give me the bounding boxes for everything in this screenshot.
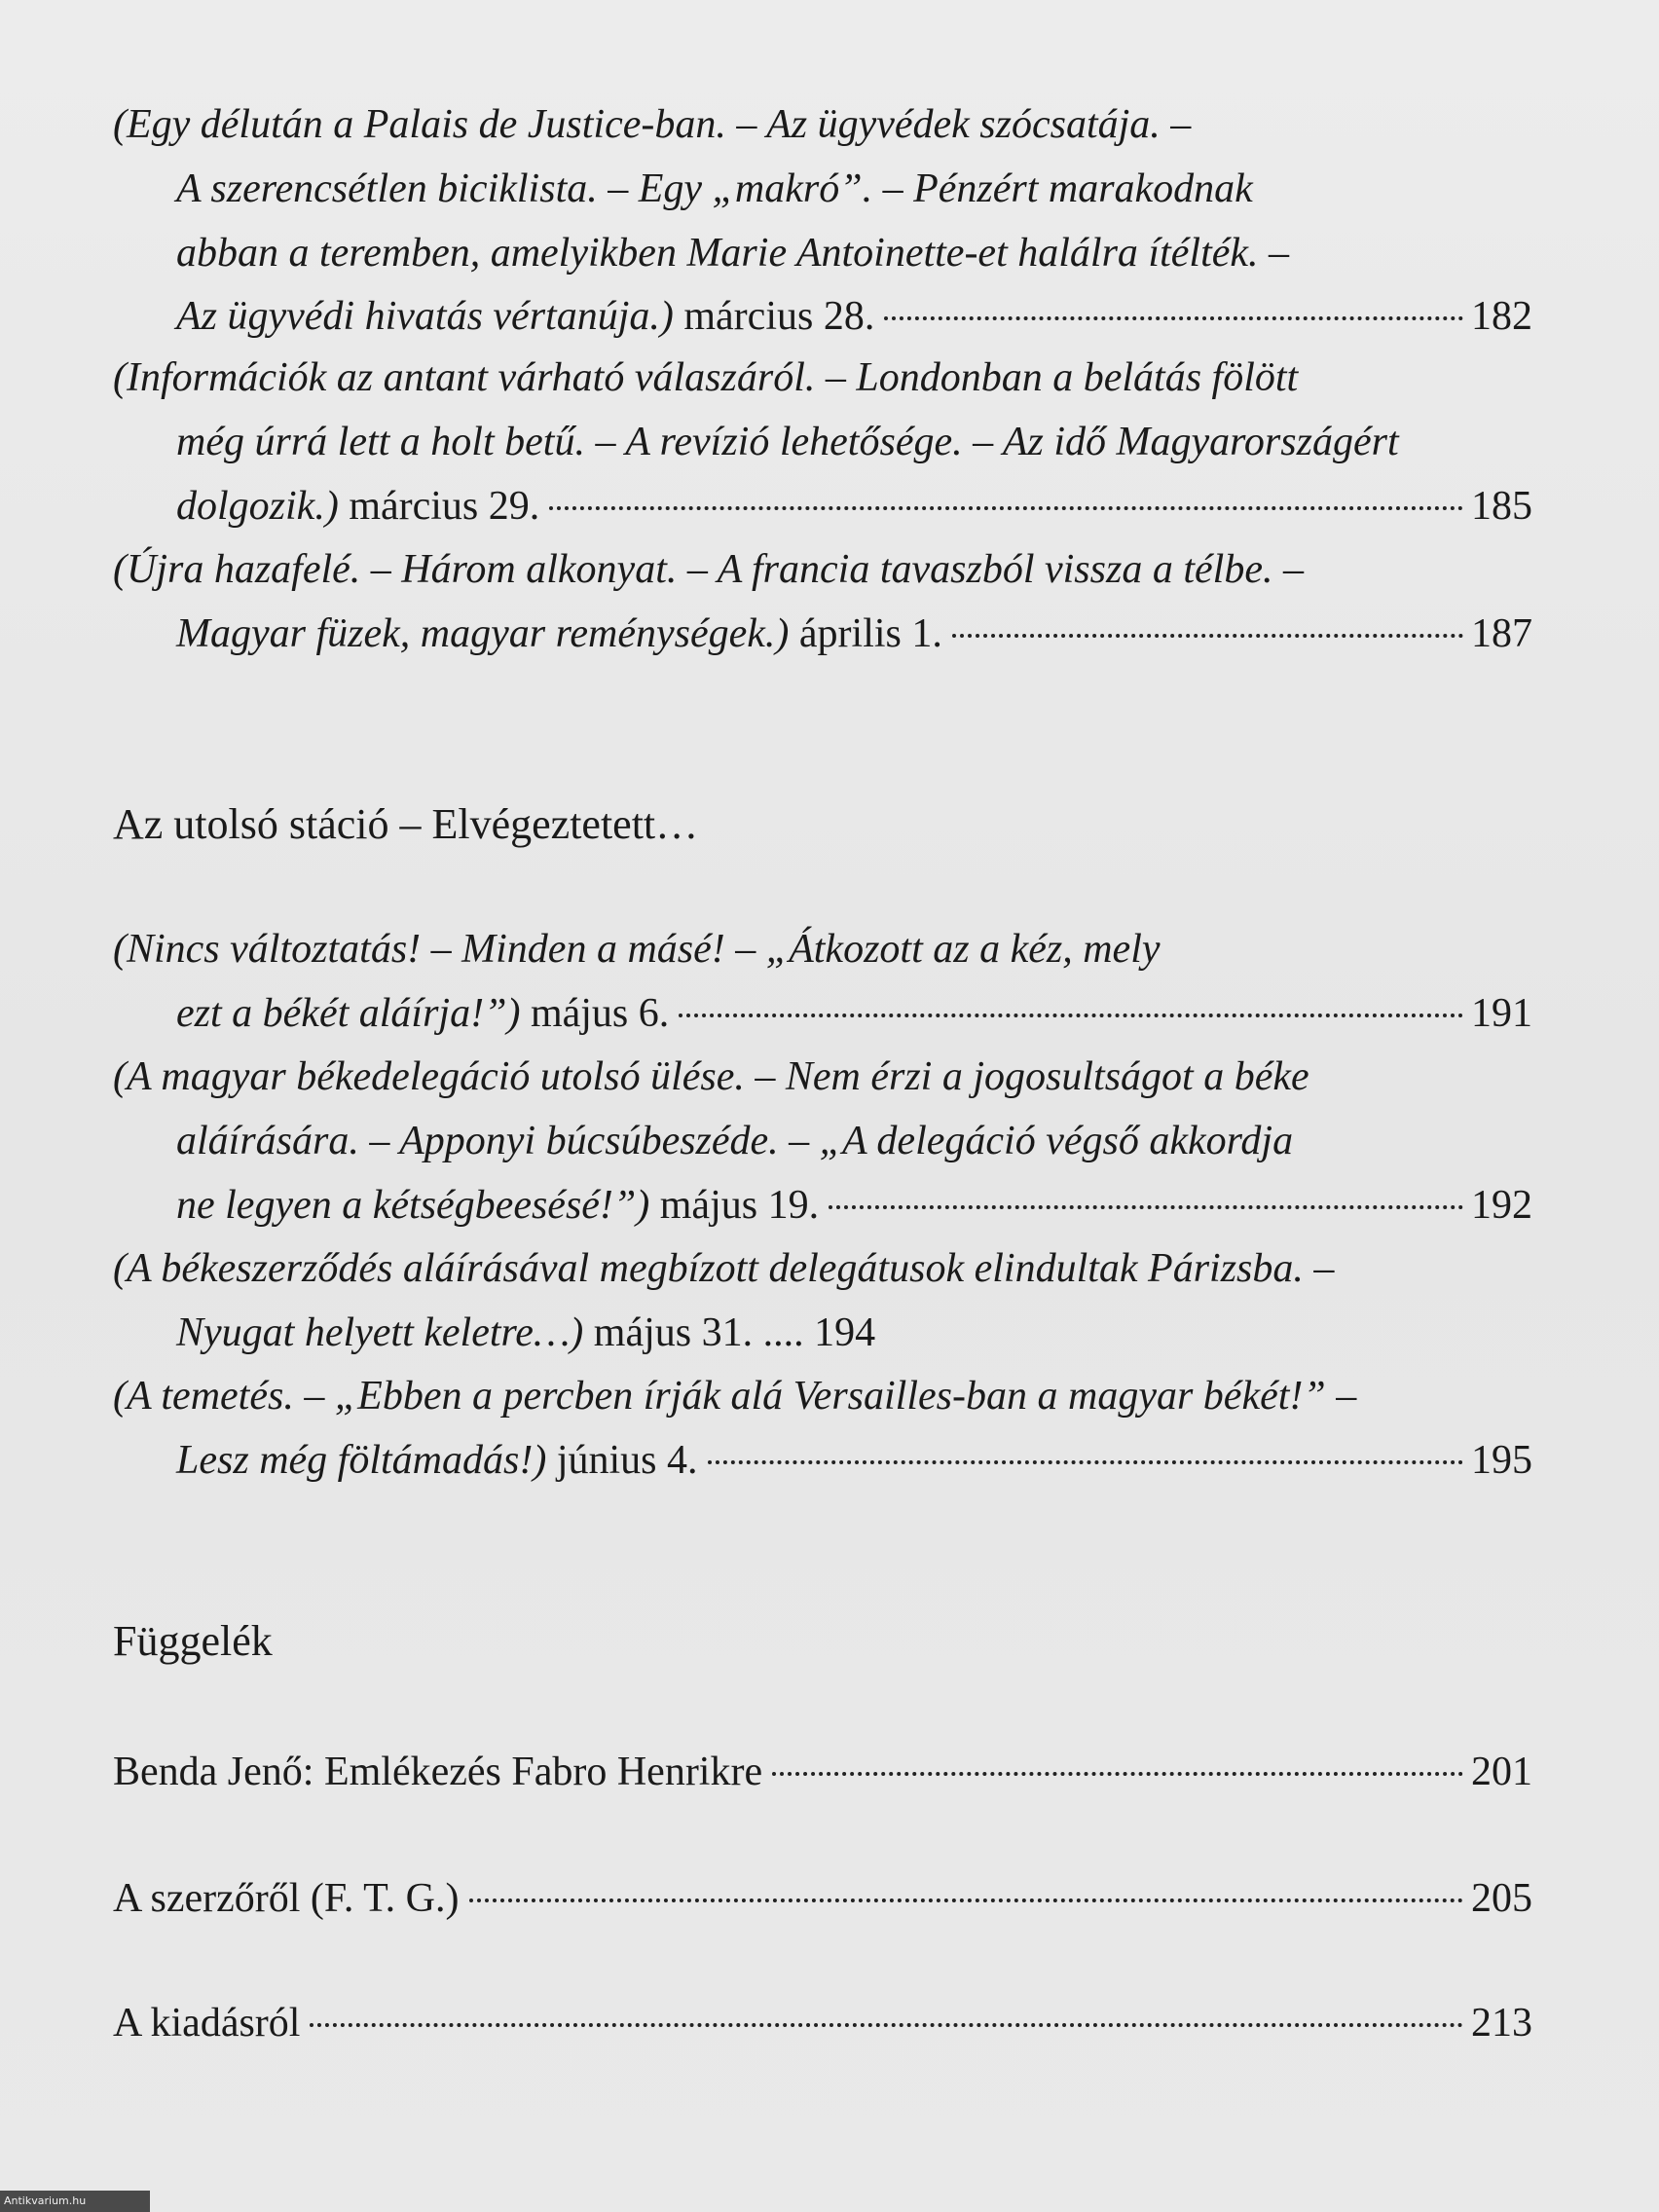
toc-entry-last-line: [176, 1306, 1532, 1360]
toc-entry-last-line: [176, 1178, 1532, 1233]
toc-entry-date: április 1.: [789, 611, 942, 656]
page-number: 195: [1471, 1438, 1532, 1483]
toc-entry-last-line: [176, 479, 1532, 534]
section-heading: Az utolsó stáció – Elvégeztetett…: [113, 800, 699, 848]
toc-entry-text: (A magyar békedelegáció utolsó ülése. – Nem érzi a jogosultságot a béke: [113, 1054, 1309, 1099]
section-heading: Függelék: [113, 1617, 273, 1665]
toc-entry-text: Magyar füzek, magyar reménységek.): [176, 611, 790, 656]
page-number: 185: [1471, 484, 1532, 529]
page-number: 205: [1471, 1876, 1532, 1921]
toc-entry-text: még úrrá lett a holt betű. – A revízió lehetősége. – Az idő Magyarországért: [176, 420, 1399, 464]
page-number: 182: [1471, 294, 1532, 339]
dot-leader: [772, 1772, 1463, 1776]
toc-entry-text: A szerencsétlen biciklista. – Egy „makró”. – Pénzért marakodnak: [176, 166, 1253, 211]
toc-entry-text: ne legyen a kétségbeesésé!”): [176, 1183, 650, 1228]
toc-entry-date: június 4.: [546, 1438, 698, 1483]
page-number: 201: [1471, 1750, 1532, 1794]
page-number: 192: [1471, 1183, 1532, 1228]
toc-entry-text: (A temetés. – „Ebben a percben írják alá Versailles-ban a magyar békét!” –: [113, 1374, 1357, 1419]
toc-entry-text: Lesz még föltámadás!): [176, 1438, 547, 1483]
dot-leader: [469, 1899, 1463, 1902]
toc-entry-date: május 31. .... 194: [583, 1310, 876, 1355]
toc-entry-text: dolgozik.): [176, 484, 339, 529]
toc-entry-date: március 29.: [338, 484, 540, 529]
toc-entry-text: Nyugat helyett keletre…): [176, 1310, 584, 1355]
toc-entry-text: (A békeszerződés aláírásával megbízott delegátusok elindultak Párizsba. –: [113, 1246, 1335, 1291]
toc-entry-date: május 19.: [649, 1183, 820, 1228]
toc-entry-last-line: [176, 1433, 1532, 1488]
toc-entry-text: ezt a békét aláírja!”): [176, 991, 521, 1036]
toc-entry-text: aláírására. – Apponyi búcsúbeszéde. – „A delegáció végső akkordja: [176, 1119, 1294, 1163]
appendix-title: A szerzőről (F. T. G.): [113, 1876, 460, 1921]
page-number: 191: [1471, 991, 1532, 1036]
toc-entry-last-line: [176, 986, 1532, 1041]
dot-leader: [708, 1460, 1463, 1464]
dot-leader: [310, 2023, 1463, 2027]
dot-leader: [829, 1205, 1463, 1209]
toc-entry-text: (Egy délután a Palais de Justice-ban. – Az ügyvédek szócsatája. –: [113, 102, 1192, 147]
toc-entry-last-line: [176, 607, 1532, 661]
appendix-title: A kiadásról: [113, 2001, 301, 2046]
toc-entry-text: (Nincs változtatás! – Minden a másé! – „Átkozott az a kéz, mely: [113, 927, 1161, 972]
page-number: 213: [1471, 2001, 1532, 2046]
toc-entry-date: március 28.: [673, 294, 875, 339]
appendix-title: Benda Jenő: Emlékezés Fabro Henrikre: [113, 1750, 763, 1794]
watermark: Antikvarium.hu: [0, 2191, 150, 2212]
toc-entry-text: abban a teremben, amelyikben Marie Antoinette-et halálra ítélték. –: [176, 231, 1290, 276]
dot-leader: [549, 506, 1463, 510]
dot-leader: [679, 1014, 1463, 1017]
toc-entry-date: május 6.: [520, 991, 670, 1036]
dot-leader: [952, 634, 1463, 638]
dot-leader: [884, 316, 1463, 320]
toc-entry-last-line: [176, 289, 1532, 344]
page-number: 187: [1471, 611, 1532, 656]
toc-entry-text: (Újra hazafelé. – Három alkonyat. – A francia tavaszból vissza a télbe. –: [113, 547, 1304, 592]
toc-entry-text: Az ügyvédi hivatás vértanúja.): [176, 294, 674, 339]
toc-entry-text: (Információk az antant várható válaszáról. – Londonban a belátás fölött: [113, 355, 1299, 400]
